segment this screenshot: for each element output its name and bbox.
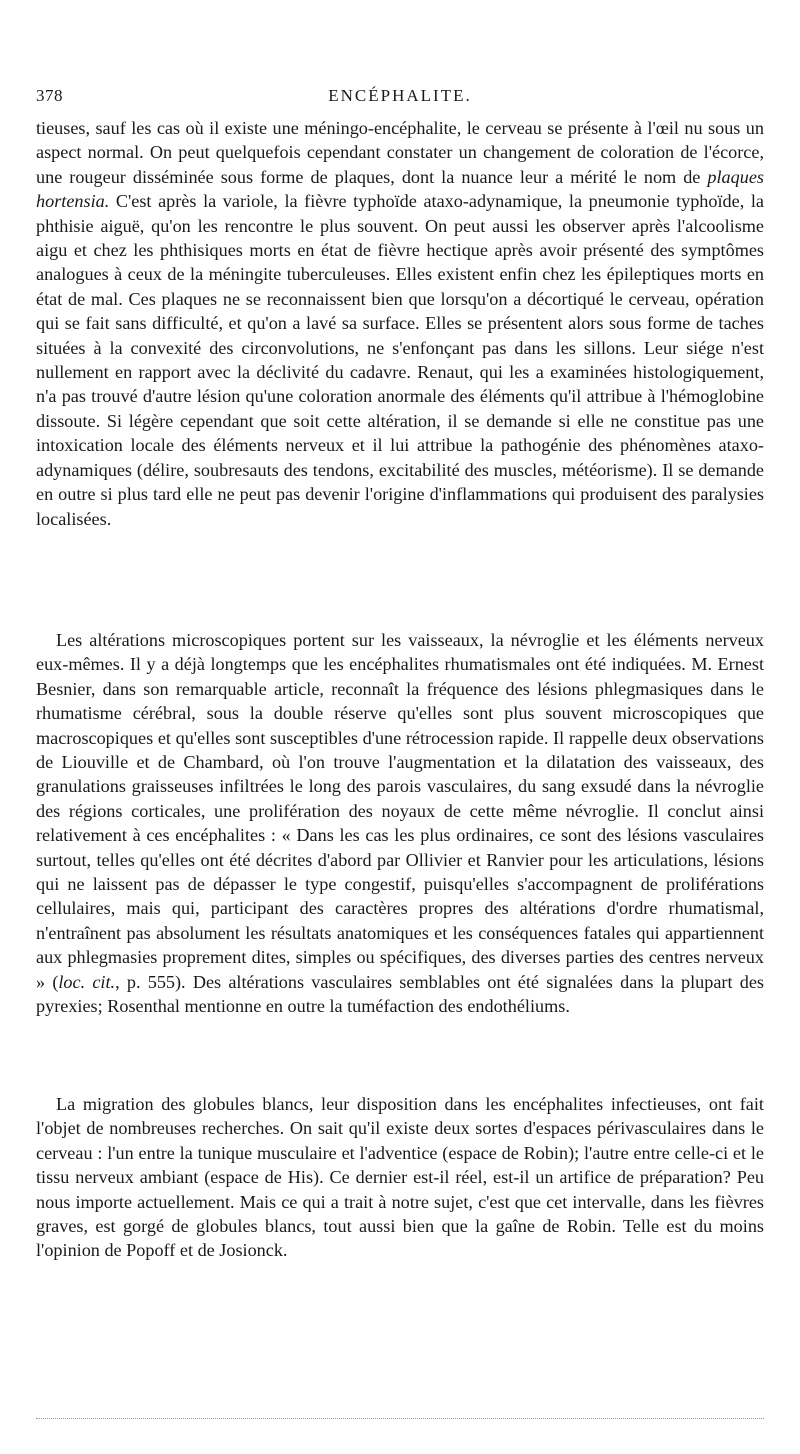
paragraph xyxy=(36,628,764,1092)
book-page xyxy=(36,82,764,1336)
running-head: ENCÉPHALITE. xyxy=(328,86,472,105)
paragraph-text: tieuses, sauf les cas où il existe une méningo-encéphalite, le cerveau se présente à l'œil nu sous un aspect normal. On peut quelquefois cependant constater un changement de coloration de l'écorce, une rougeur disséminée sous forme de plaques, dont la nuance leur a mérité le nom de xyxy=(36,118,764,187)
paragraph-text: , p. 555). Des altérations vasculaires semblables ont été signalées dans la plupart des pyrexies; Rosenthal mentionne en outre la tuméfaction des endothéliums. xyxy=(36,971,764,1017)
page-number: 378 xyxy=(36,86,63,105)
paragraph-text: Les altérations microscopiques portent sur les vaisseaux, la névroglie et les éléments nerveux eux-mêmes. Il y a déjà longtemps que les encéphalites rhumatismales ont été indiquées. M. Ernest Besnier, dans son remarquable article, reconnaît la fréquence des lésions phlegmasiques dans le rhumatisme cérébral, sous la double réserve qu'elles sont plus souvent microscopiques que macroscopiques et qu'elles sont susceptibles d'une rétrocession rapide. Il rappelle deux observations de Liouville et de Chambard, où l'on trouve l'augmentation et la dilatation des vaisseaux, des granulations graisseuses infiltrées le long des parois vasculaires, du sang exsudé dans la névroglie des régions corticales, une prolifération des noyaux de cette même névroglie. Il conclut ainsi relativement à ces encéphalites : « Dans les cas les plus ordinaires, ce sont des lésions vasculaires surtout, telles qu'elles ont été décrites d'abord par Ollivier et Ranvier pour les articulations, lésions qui ne laissent pas de dépasser le type congestif, puisqu'elles s'accompagnent de proliférations cellulaires, mais qui, participant des caractères propres des altérations d'ordre rhumatismal, n'entraînent pas absolument les résultats anatomiques et les conséquences fatales qui appartiennent aux phlegmasies proprement dites, simples ou spécifiques, des diverses parties des centres nerveux » ( xyxy=(36,630,764,992)
paragraph-text: C'est après la variole, la fièvre typhoïde ataxo-adynamique, la pneumonie typhoïde, la phthisie aiguë, qu'on les rencontre le plus souvent. On peut aussi les observer après l'alcoolisme aigu et chez les phthisiques morts en état de fièvre hectique après avoir présenté des symptômes analogues à ceux de la méningite tuberculeuses. Elles existent enfin chez les épileptiques morts en état de mal. Ces plaques ne se reconnaissent bien que lorsqu'on a décortiqué le cerveau, opération qui se fait sans difficulté, et qu'on a lavé sa surface. Elles se présentent alors sous forme de taches situées à la convexité des circonvolutions, ne s'enfonçant pas dans les sillons. Leur siége n'est nullement en rapport avec la déclivité du cadavre. Renaut, qui les a examinées histologiquement, n'a pas trouvé d'autre lésion qu'une coloration anormale des éléments qu'il attribue à l'hémoglobine dissoute. Si légère cependant que soit cette altération, il se demande si elle ne constitue pas une intoxication locale des éléments nerveux et il lui attribue la pathogénie des phénomènes ataxo-adynamiques (délire, soubresauts des tendons, excitabilité des muscles, météorisme). Il se demande en outre si plus tard elle ne peut pas devenir l'origine d'inflammations qui produisent des paralysies localisées. xyxy=(36,191,764,529)
page-footer-rule xyxy=(36,1418,764,1419)
paragraph xyxy=(36,116,764,628)
italic-term: plaques hortensia. xyxy=(36,166,764,212)
paragraph xyxy=(36,1092,764,1336)
page-header xyxy=(36,82,764,116)
paragraph-text: La migration des globules blancs, leur disposition dans les encéphalites infectieuses, ont fait l'objet de nombreuses recherches. On sait qu'il existe deux sortes d'espaces périvasculaires dans le cerveau : l'un entre la tunique musculaire et l'adventice (espace de Robin); l'autre entre celle-ci et le tissu nerveux ambiant (espace de His). Ce dernier est-il réel, est-il un artifice de préparation? Peu nous importe actuellement. Mais ce qui a trait à notre sujet, c'est que cet intervalle, dans les fièvres graves, est gorgé de globules blancs, tout aussi bien que la gaîne de Robin. Telle est du moins l'opinion de Popoff et de Josionck. xyxy=(36,1094,764,1261)
citation-abbrev: loc. cit. xyxy=(58,971,116,992)
body-text xyxy=(36,116,764,1336)
